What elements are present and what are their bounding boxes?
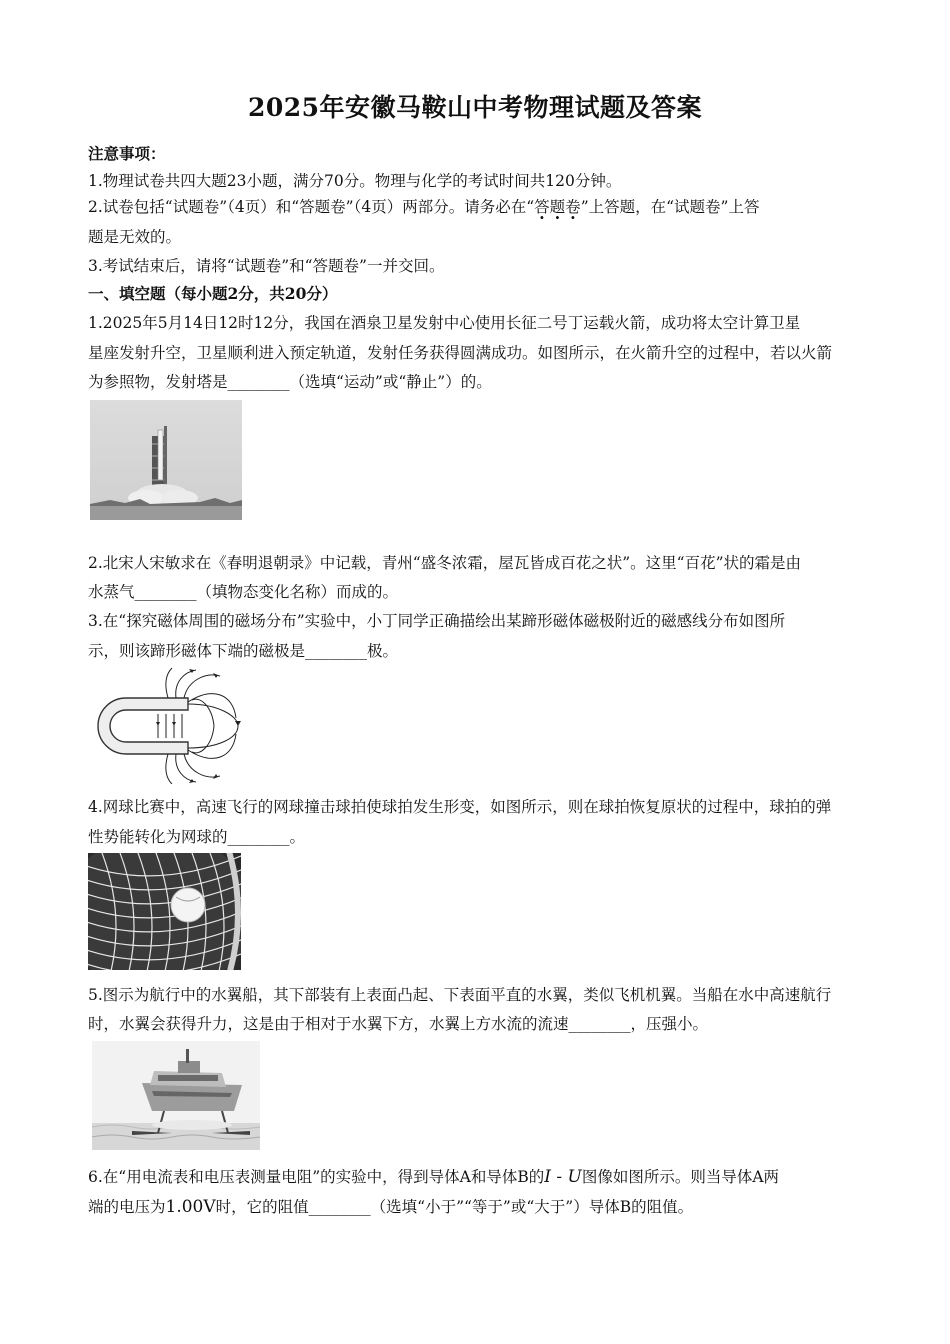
q6-line-1: [88, 1167, 868, 1187]
notice-item-2-start: 2.试卷包括“试题卷”（4页）和“答题卷”（4页）两部分。请务必在“: [88, 198, 535, 216]
q1-line-3: 为参照物，发射塔是________（选填“运动”或“静止”）的。: [88, 373, 492, 391]
notice-item-1: 1.物理试卷共四大题23小题，满分70分。物理与化学的考试时间共120分钟。: [88, 172, 622, 190]
voltage-value: 1.00V: [165, 1197, 216, 1217]
rocket-launch-image: [90, 400, 242, 520]
q6-line-2-start: 端的电压为: [88, 1198, 166, 1216]
hydrofoil-boat-image: [92, 1041, 260, 1150]
section-1-heading: 一、填空题（每小题2分，共20分）: [88, 284, 338, 303]
q2-line-2: 水蒸气________（填物态变化名称）而成的。: [88, 583, 399, 601]
q2-line-1: 2.北宋人宋敏求在《春明退朝录》中记载，青州“盛冬浓霜，屋瓦皆成百花之状”。这里“百花”状的霜是由: [88, 554, 801, 572]
q4-line-2: 性势能转化为网球的________。: [88, 828, 306, 846]
iu-symbol: I - U: [544, 1167, 582, 1187]
q5-line-2: 时，水翼会获得升力，这是由于相对于水翼下方，水翼上方水流的流速________，压强小。: [88, 1015, 709, 1033]
notice-item-2-end: ”上答题，在“试题卷”上答: [580, 198, 760, 216]
q5-line-1: 5.图示为航行中的水翼船，其下部装有上表面凸起、下表面平直的水翼，类似飞机机翼。当船在水中高速航行: [88, 986, 832, 1004]
page-title: 2025年安徽马鞍山中考物理试题及答案: [247, 93, 703, 122]
notice-heading: 注意事项：: [88, 144, 166, 163]
emphasis-char-3: 卷: [565, 198, 581, 216]
tennis-racket-image: [88, 853, 241, 970]
q4-line-1: 4.网球比赛中，高速飞行的网球撞击球拍使球拍发生形变，如图所示，则在球拍恢复原状的过程中，球拍的弹: [88, 798, 832, 816]
q1-line-1: 1.2025年5月14日12时12分，我国在酒泉卫星发射中心使用长征二号丁运载火箭，成功将太空计算卫星: [88, 314, 801, 332]
q6-line-2-end: 时，它的阻值________（选填“小于”“等于”或“大于”）导体B的阻值。: [215, 1198, 694, 1216]
notice-item-2: [88, 197, 868, 217]
q6-line-1-end: 图像如图所示。则当导体A两: [581, 1168, 780, 1186]
horseshoe-magnet-figure: [88, 666, 243, 784]
q6-line-1-start: 6.在“用电流表和电压表测量电阻”的实验中，得到导体A和导体B的: [88, 1168, 545, 1186]
emphasis-char-1: 答: [534, 198, 550, 216]
q3-line-2: 示，则该蹄形磁体下端的磁极是________极。: [88, 642, 399, 660]
emphasis-char-2: 题: [549, 198, 566, 216]
q1-line-2: 星座发射升空，卫星顺利进入预定轨道，发射任务获得圆满成功。如图所示，在火箭升空的过程中，若以火箭: [88, 344, 833, 362]
notice-item-2-cont: 题是无效的。: [88, 228, 182, 246]
notice-item-3: 3.考试结束后，请将“试题卷”和“答题卷”一并交回。: [88, 257, 445, 275]
q6-line-2: [88, 1197, 868, 1217]
q3-line-1: 3.在“探究磁体周围的磁场分布”实验中，小丁同学正确描绘出某蹄形磁体磁极附近的磁感线分布如图所: [88, 612, 786, 630]
